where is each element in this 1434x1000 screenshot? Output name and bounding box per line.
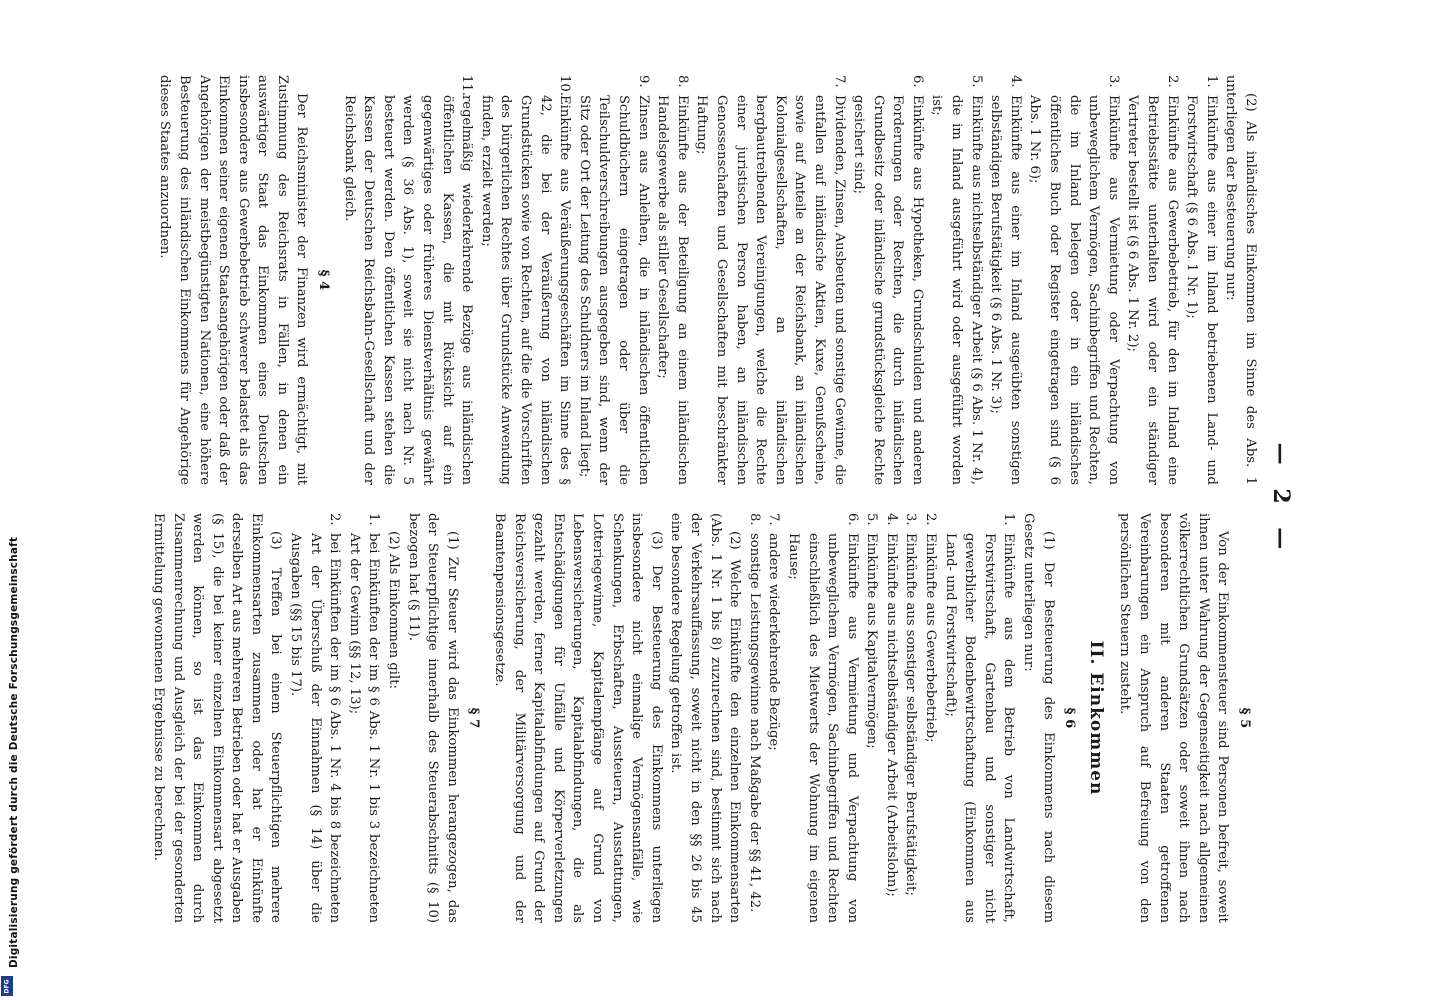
item-number: 7.: [766, 513, 782, 526]
item-number: 1.: [1203, 75, 1219, 88]
list-item: [744, 513, 764, 923]
item-number: 2.: [923, 513, 939, 526]
item-list: [339, 75, 1221, 485]
list-item: [862, 513, 882, 923]
list-item: [849, 75, 927, 485]
item-number: 6.: [844, 513, 860, 526]
list-item: [927, 75, 986, 485]
digitization-credit-text: Digitalisierung gefördert durch die Deutsche Forschungsgemeinschaft: [8, 536, 20, 968]
item-text: Einkünfte aus Veräußerungsgeschäften im Sinne des § 42, die bei der Veräußerung von inländischen Grundstücken sowie von Rechten, auf die die Vorschriften des bürgerlichen Rechtes über Grundstücke Anwendung finden, erzielt werden;: [478, 95, 573, 485]
section-6-item-list: [744, 513, 1018, 923]
item-text: Einkünfte aus nichtselbständiger Arbeit (Arbeitslohn);: [883, 533, 899, 897]
item-number: 10.: [557, 75, 573, 96]
item-text: Einkünfte aus Hypotheken, Grundschulden und anderen Forderungen oder Rechten, die durch inländischen Grundbesitz oder inländische grundstücksgleiche Rechte gesichert sind;: [851, 95, 925, 485]
item-text: Einkünfte aus Gewerbebetrieb, für den im Inland eine Betriebsstätte unterhalten wird oder ein ständiger Vertreter bestellt ist (§ 6 Abs. 1 Nr. 2);: [1125, 95, 1180, 485]
item-number: 9.: [635, 75, 651, 88]
list-item: [921, 513, 941, 923]
list-item: [783, 513, 861, 923]
chapter-heading: II. Einkommen: [1085, 640, 1106, 796]
item-text: Einkünfte aus dem Betrieb von Landwirtschaft, Forstwirtschaft, Gartenbau und sonstiger nicht gewerblicher Bodenbewirtschaftung (Einkommen aus Land- und Forstwirtschaft);: [942, 533, 1017, 923]
item-number: 5.: [864, 513, 880, 526]
item-text: regelmäßig wiederkehrende Bezüge aus inländischen öffentlichen Kassen, die mit Rücksicht auf ein gegenwärtiges oder früheres Dienstverhältnis gewährt werden (§ 36 Abs. 1), soweit sie nicht nach Nr. 5 besteuert werden. Den öffentlichen Kassen stehen die Kassen der Deutschen Reichsbahn-Gesellschaft und der Reichsbank gleich.: [341, 95, 475, 485]
section-heading-6: § 6: [1062, 707, 1078, 729]
item-number: 3.: [903, 513, 919, 526]
list-item: [574, 75, 652, 485]
item-text: bei Einkünften der im § 6 Abs. 1 Nr. 1 bis 3 bezeichneten Art der Gewinn (§§ 12, 13);: [346, 533, 382, 923]
item-number: 2.: [1164, 75, 1180, 88]
item-text: Einkünfte aus sonstiger selbständiger Berufstätigkeit;: [903, 533, 919, 896]
section-6-paragraph-3: (3) Der Besteuerung des Einkommens unterliegen insbesondere nicht einmalige Vermögensanfälle, wie Schenkungen, Erbschaften, Aussteuern, Ausstattungen, Lotteriegewinne, Kapitalempfänge auf Grund von Lebensversicherungen, Kapitalabfindungen, die als Entschädigungen für Unfälle und Körperverletzungen gezahlt werden, ferner Kapitalabfindungen auf Grund der Reichsversicherung, der Militärversorgung und der Beamtenpensionsgesetze.: [492, 513, 664, 923]
item-text: andere wiederkehrende Bezüge;: [766, 533, 782, 751]
item-number: 6.: [909, 75, 925, 88]
list-item: [653, 75, 692, 485]
right-column: [148, 513, 1260, 923]
item-number: 4.: [883, 513, 899, 526]
item-text: Zinsen aus Anleihen, die in inländischen öffentlichen Schuldbüchern eingetragen oder über die Teilschuldverschreibungen ausgegeben sind, wenn der Sitz oder Ort der Leitung des Schuldners im Inland liegt;: [576, 95, 651, 485]
item-text: Einkünfte aus Kapitalvermögen;: [864, 533, 880, 749]
list-item: [1123, 75, 1182, 485]
item-text: Einkünfte aus nichtselbständiger Arbeit (§ 6 Abs. 1 Nr. 4), die im Inland ausgeführt wird oder ausgeführt worden ist;: [929, 95, 984, 485]
dfg-logo-icon: DFG: [1, 976, 13, 996]
section-heading-7: § 7: [466, 707, 482, 729]
list-item: [344, 513, 383, 923]
section-6-intro: (1) Der Besteuerung des Einkommens nach diesem Gesetz unterliegen nur:: [1021, 513, 1056, 923]
section-heading-5: § 5: [1237, 707, 1252, 729]
paragraph-intro: (2) Als inländisches Einkommen im Sinne des Abs. 1 unterliegen der Besteuerung nur:: [1223, 75, 1258, 485]
item-number: 8.: [674, 75, 690, 88]
left-column: [155, 75, 1260, 485]
item-text: Einkünfte aus der Beteiligung an einem inländischen Handelsgewerbe als stiller Gesellschafter;: [655, 95, 690, 485]
list-item: [881, 513, 901, 923]
list-item: [1182, 75, 1221, 485]
section-7-paragraph-2: (2) Als Einkommen gilt:: [386, 531, 402, 689]
list-item: [901, 513, 921, 923]
item-text: Einkünfte aus einer im Inland ausgeübten sonstigen selbständigen Berufstätigkeit (§ 6 Abs. 1 Nr. 3);: [988, 95, 1023, 485]
digitization-credit-strip: [0, 0, 20, 1000]
list-item: [286, 513, 345, 923]
item-text: Einkünfte aus Gewerbebetrieb;: [923, 533, 939, 743]
item-text: Einkünfte aus Vermietung oder Verpachtung von unbeweglichem Vermögen, Sachinbegriffen und Rechten, die im Inland belegen oder in ein inländisches öffentliches Buch oder Register eingetragen sind (§ 6 Abs. 1 Nr. 6);: [1027, 95, 1121, 485]
item-text: bei Einkünften der im § 6 Abs. 1 Nr. 4 bis 8 bezeichneten Art der Überschuß der Einnahmen (§ 14) über die Ausgaben (§§ 15 bis 17).: [288, 533, 343, 923]
section-heading-4: § 4: [316, 269, 332, 291]
item-number: 1.: [366, 513, 382, 526]
list-item: [339, 75, 476, 485]
page-number: — 2 —: [1268, 442, 1294, 558]
section-5-text: Von der Einkommensteuer sind Personen befreit, soweit ihnen unter Wahrung der Gegenseitigkeit nach allgemeinen völkerrechtlichen Grundsätzen oder soweit ihnen nach besonderen mit anderen Staaten getroffenen Vereinbarungen ein Anspruch auf Befreiung von den persönlichen Steuern zusteht.: [1117, 513, 1231, 923]
item-number: 2.: [327, 513, 343, 526]
section-7-paragraph-3: (3) Treffen bei einem Steuerpflichtigen mehrere Einkommensarten zusammen oder hat er Einkünfte derselben Art aus mehreren Betrieben oder hat er Ausgaben (§ 15), die bei keiner einzelnen Einkommensart abgesetzt werden können, so ist das Einkommen durch Zusammenrechnung und Ausgleich der bei der gesonderten Ermittelung gewonnenen Ergebnisse zu berechnen.: [150, 513, 284, 923]
list-item: [1025, 75, 1123, 485]
list-item: [940, 513, 1018, 923]
section-7-item-list: [286, 513, 384, 923]
section-7-paragraph-1: (1) Zur Steuer wird das Einkommen herangezogen, das der Steuerpflichtige innerhalb des Steuerabschnitts (§ 10) bezogen hat (§ 11).: [405, 513, 460, 923]
list-item: [764, 513, 784, 923]
item-number: 3.: [1105, 75, 1121, 88]
item-text: sonstige Leistungsgewinne nach Maßgabe der §§ 41, 42.: [746, 533, 762, 913]
section-4-text: Der Reichsminister der Finanzen wird ermächtigt, mit Zustimmung des Reichsrats in Fällen, in denen ein auswärtiger Staat das Einkommen eines Deutschen insbesondere aus Gewerbebetrieb schwerer belastet als das Einkommen seiner eigenen Staatsangehörigen oder daß der Angehörigen der meistbegünstigten Nationen, eine höhere Besteuerung des inländischen Einkommens für Angehörige dieses Staates anzuordnen.: [157, 75, 310, 485]
item-number: 4.: [1007, 75, 1023, 88]
item-number: 5.: [968, 75, 984, 88]
item-number: 11.: [459, 75, 475, 96]
item-number: 7.: [831, 75, 847, 88]
item-text: Einkünfte aus Vermietung und Verpachtung von unbeweglichem Vermögen, Sachinbegriffen und Rechten einschließlich des Mietwerts der Wohnung im eigenen Hause;: [785, 533, 860, 923]
item-text: Dividenden, Zinsen, Ausbeuten und sonstige Gewinne, die entfallen auf inländische Aktien, Kuxe, Genußscheine, sowie auf Anteile an der Reichsbank, an inländischen Kolonialgesellschaften, an inländischen bergbautreibenden Vereinigungen, welche die Rechte einer juristischen Person haben, an inländischen Genossenschaften und Gesellschaften mit beschränkter Haftung;: [694, 95, 847, 485]
item-number: 1.: [1001, 513, 1017, 526]
list-item: [476, 75, 574, 485]
scanned-page: [132, 60, 1302, 940]
list-item: [692, 75, 849, 485]
item-text: Einkünfte aus einer im Inland betriebenen Land- und Forstwirtschaft (§ 6 Abs. 1 Nr. 1);: [1184, 95, 1219, 485]
item-number: 8.: [746, 513, 762, 526]
list-item: [986, 75, 1025, 485]
section-6-paragraph-2: (2) Welche Einkünfte den einzelnen Einkommensarten (Abs. 1 Nr. 1 bis 8) zuzurechnen sind, bestimmt sich nach der Verkehrsauffassung, soweit nicht in den §§ 26 bis 45 eine besondere Regelung getroffen ist.: [668, 513, 743, 923]
